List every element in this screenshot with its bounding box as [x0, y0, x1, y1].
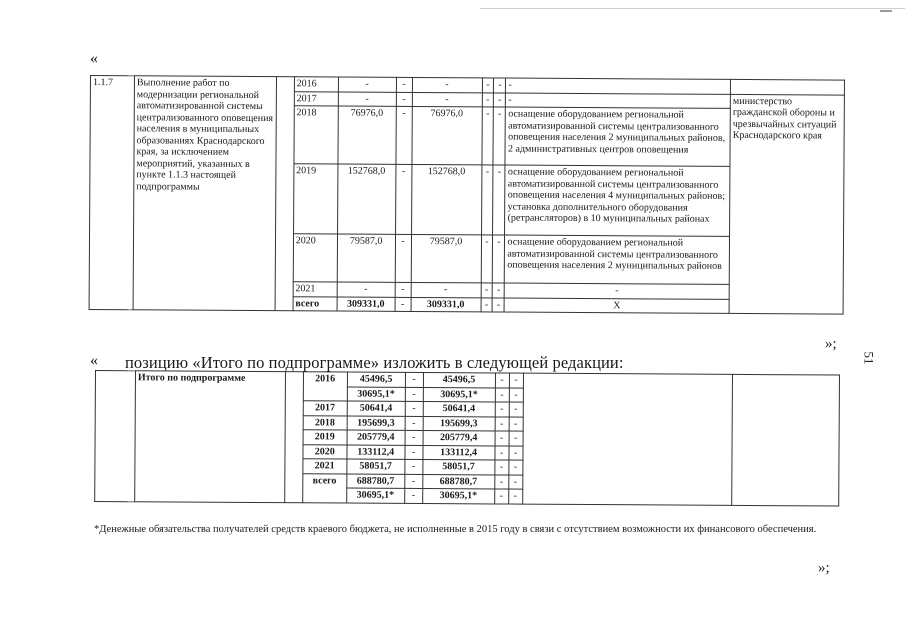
year-cell: 2018: [294, 106, 338, 164]
value-cell: -: [509, 431, 523, 446]
value-cell: -: [395, 164, 411, 234]
value-cell: -: [405, 430, 423, 445]
footnote: *Денежные обязательства получателей средств краевого бюджета, не исполненные в 2015 году в связи с отсутствием возможности их финансового обеспечения.: [94, 524, 817, 535]
value-cell: 30695,1*: [423, 387, 495, 402]
year-cell: 2016: [303, 372, 347, 401]
value-cell: -: [495, 387, 509, 402]
result-cell: -: [506, 93, 731, 109]
value-cell: -: [481, 283, 493, 298]
year-cell: 2017: [303, 401, 347, 416]
year-cell: всего: [293, 296, 337, 311]
value-cell: 133112,4: [423, 445, 495, 460]
total-cell: 205779,4: [347, 430, 405, 445]
value-cell: -: [494, 460, 508, 475]
result-cell: Х: [505, 298, 730, 314]
page-number: 51: [861, 351, 877, 365]
value-cell: -: [509, 388, 523, 403]
value-cell: -: [405, 401, 423, 416]
empty-cell: [522, 373, 732, 505]
value-cell: -: [509, 417, 523, 432]
value-cell: -: [482, 92, 494, 107]
value-cell: -: [509, 373, 523, 388]
total-cell: 195699,3: [347, 416, 405, 431]
value-cell: 688780,7: [422, 474, 494, 489]
value-cell: -: [396, 106, 412, 164]
row-number: 1.1.7: [89, 76, 134, 310]
result-cell: оснащение оборудованием региональной автоматизированной системы централизованного оповещения населения 4 муниципальных районов; установка дополнительного оборудования (ретрансляторов) в 10 муниципальных районах: [505, 165, 730, 236]
totals-table: [94, 370, 840, 506]
value-cell: -: [481, 165, 493, 235]
value-cell: -: [493, 283, 505, 298]
total-cell: 79587,0: [337, 234, 395, 282]
measure-table: [89, 75, 845, 315]
empty-cell: [732, 374, 840, 505]
value-cell: 152768,0: [411, 164, 481, 234]
totals-name: Итого по подпрограмме: [135, 371, 286, 502]
value-cell: -: [405, 445, 423, 460]
total-cell: 76976,0: [338, 106, 396, 164]
value-cell: -: [481, 235, 493, 283]
value-cell: -: [482, 78, 494, 93]
value-cell: -: [405, 459, 423, 474]
value-cell: 309331,0: [411, 297, 481, 312]
spacer-cell: [275, 77, 294, 311]
year-cell: 2019: [303, 430, 347, 445]
value-cell: -: [495, 373, 509, 388]
value-cell: -: [495, 402, 509, 417]
section-heading: позицию «Итого по подпрограмме» изложить в следующей редакции:: [125, 353, 624, 372]
value-cell: -: [395, 234, 411, 282]
total-cell: 152768,0: [337, 164, 395, 234]
value-cell: 76976,0: [412, 106, 482, 164]
value-cell: 58051,7: [423, 460, 495, 475]
responsible-org: министерство гражданской обороны и чрезвычайных ситуаций Краснодарского края: [729, 94, 844, 314]
year-cell: 2018: [303, 415, 347, 430]
total-cell: -: [338, 92, 396, 107]
value-cell: -: [396, 92, 412, 107]
total-cell: 309331,0: [337, 297, 395, 312]
value-cell: -: [404, 488, 422, 503]
value-cell: -: [493, 107, 505, 165]
value-cell: -: [494, 489, 508, 504]
measure-name: Выполнение работ по модернизации региональной автоматизированной системы централизованного оповещения населения в муниципальных образованиях Краснодарского края, за исключением мероприятий, указанных в пункте 1.1.3 настоящей подпрограммы: [133, 76, 276, 311]
value-cell: -: [509, 402, 523, 417]
value-cell: 79587,0: [411, 234, 481, 282]
value-cell: 205779,4: [423, 431, 495, 446]
value-cell: 45496,5: [423, 373, 495, 388]
result-cell: -: [505, 283, 730, 299]
value-cell: -: [493, 235, 505, 283]
year-cell: всего: [302, 473, 346, 502]
value-cell: -: [494, 474, 508, 489]
year-cell: 2020: [303, 444, 347, 459]
value-cell: 30695,1*: [422, 489, 494, 504]
total-cell: 50641,4: [347, 401, 405, 416]
total-cell: 58051,7: [347, 459, 405, 474]
value-cell: -: [508, 475, 522, 490]
value-cell: -: [509, 446, 523, 461]
scan-edge-line: [480, 8, 905, 9]
responsible-cell: [730, 79, 844, 94]
closing-quote: »;: [825, 336, 837, 352]
total-cell: 688780,7: [346, 474, 404, 489]
value-cell: -: [412, 77, 482, 92]
total-cell: 133112,4: [347, 445, 405, 460]
value-cell: 195699,3: [423, 416, 495, 431]
value-cell: -: [412, 92, 482, 107]
value-cell: -: [494, 92, 506, 107]
opening-quote: «: [90, 352, 98, 369]
value-cell: -: [508, 489, 522, 504]
value-cell: -: [405, 372, 423, 387]
result-cell: оснащение оборудованием региональной автоматизированной системы централизованного оповещения населения 2 муниципальных районов: [505, 235, 730, 284]
year-cell: 2017: [294, 91, 338, 106]
total-cell: -: [337, 282, 395, 297]
year-cell: 2016: [294, 77, 338, 92]
total-cell: 30695,1*: [347, 387, 405, 402]
year-cell: 2020: [293, 234, 337, 282]
value-cell: -: [493, 165, 505, 235]
value-cell: -: [405, 387, 423, 402]
value-cell: -: [395, 297, 411, 312]
value-cell: -: [411, 282, 481, 297]
value-cell: -: [481, 107, 493, 165]
empty-cell: [95, 371, 136, 502]
value-cell: -: [481, 297, 493, 312]
closing-quote: »;: [818, 560, 830, 576]
value-cell: 50641,4: [423, 402, 495, 417]
value-cell: -: [495, 445, 509, 460]
value-cell: -: [495, 431, 509, 446]
value-cell: -: [493, 297, 505, 312]
opening-quote: «: [90, 50, 98, 67]
year-cell: 2021: [293, 282, 337, 297]
total-cell: -: [338, 77, 396, 92]
value-cell: -: [508, 460, 522, 475]
result-cell: -: [506, 78, 731, 94]
total-cell: 45496,5: [347, 372, 405, 387]
value-cell: -: [395, 282, 411, 297]
year-cell: 2019: [293, 164, 337, 234]
year-cell: 2021: [303, 459, 347, 474]
value-cell: -: [396, 77, 412, 92]
value-cell: -: [495, 416, 509, 431]
result-cell: оснащение оборудованием региональной автоматизированной системы централизованного оповещения населения 2 муниципальных районов, 2 административных центров оповещения: [505, 107, 730, 166]
value-cell: -: [494, 78, 506, 93]
scan-mark: [880, 10, 892, 12]
total-cell: 30695,1*: [346, 488, 404, 503]
value-cell: -: [405, 416, 423, 431]
value-cell: -: [404, 474, 422, 489]
spacer-cell: [284, 372, 303, 503]
